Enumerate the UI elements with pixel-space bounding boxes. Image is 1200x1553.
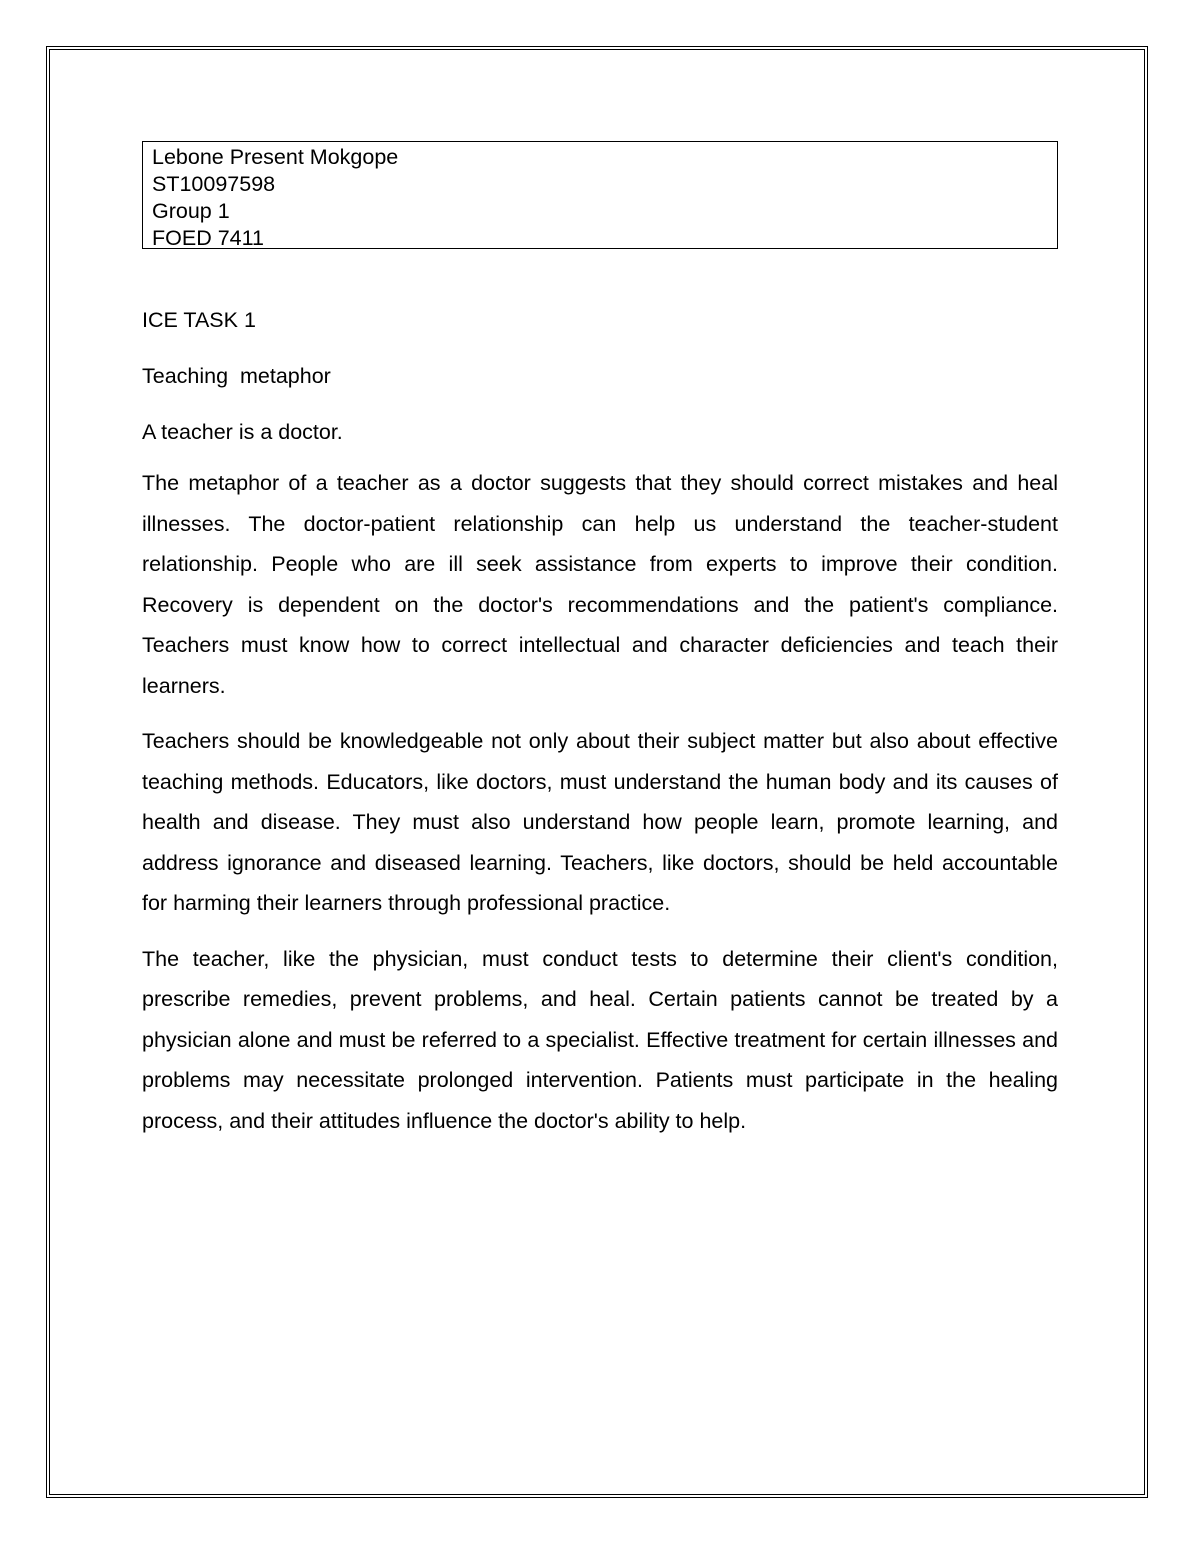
task-title: ICE TASK 1	[142, 308, 256, 332]
document-body	[142, 141, 1058, 1141]
student-number: ST10097598	[152, 172, 276, 196]
course-code: FOED 7411	[152, 226, 264, 250]
metaphor-statement: A teacher is a doctor.	[142, 420, 343, 444]
student-name: Lebone Present Mokgope	[152, 145, 399, 169]
paragraph-2: Teachers should be knowledgeable not only about their subject matter but also about effective teaching methods. Educators, like doctors, must understand the human body and its causes of health and disease. They must also understand how people learn, promote learning, and address ignorance and diseased learning. Teachers, like doctors, should be held accountable for harming their learners through professional practice.	[142, 729, 1058, 915]
paragraph-1: The metaphor of a teacher as a doctor suggests that they should correct mistakes and heal illnesses. The doctor-patient relationship can help us understand the teacher-student relationship. People who are ill seek assistance from experts to improve their condition. Recovery is dependent on the doctor's recommendations and the patient's compliance. Teachers must know how to correct intellectual and character deficiencies and teach their learners.	[142, 471, 1058, 698]
paragraph-3: The teacher, like the physician, must conduct tests to determine their client's condition, prescribe remedies, prevent problems, and heal. Certain patients cannot be treated by a physician alone and must be referred to a specialist. Effective treatment for certain illnesses and problems may necessitate prolonged intervention. Patients must participate in the healing process, and their attitudes influence the doctor's ability to help.	[142, 946, 1058, 1133]
student-group: Group 1	[152, 199, 230, 223]
student-info-box	[142, 141, 1058, 249]
metaphor-label: Teaching metaphor	[142, 364, 331, 388]
